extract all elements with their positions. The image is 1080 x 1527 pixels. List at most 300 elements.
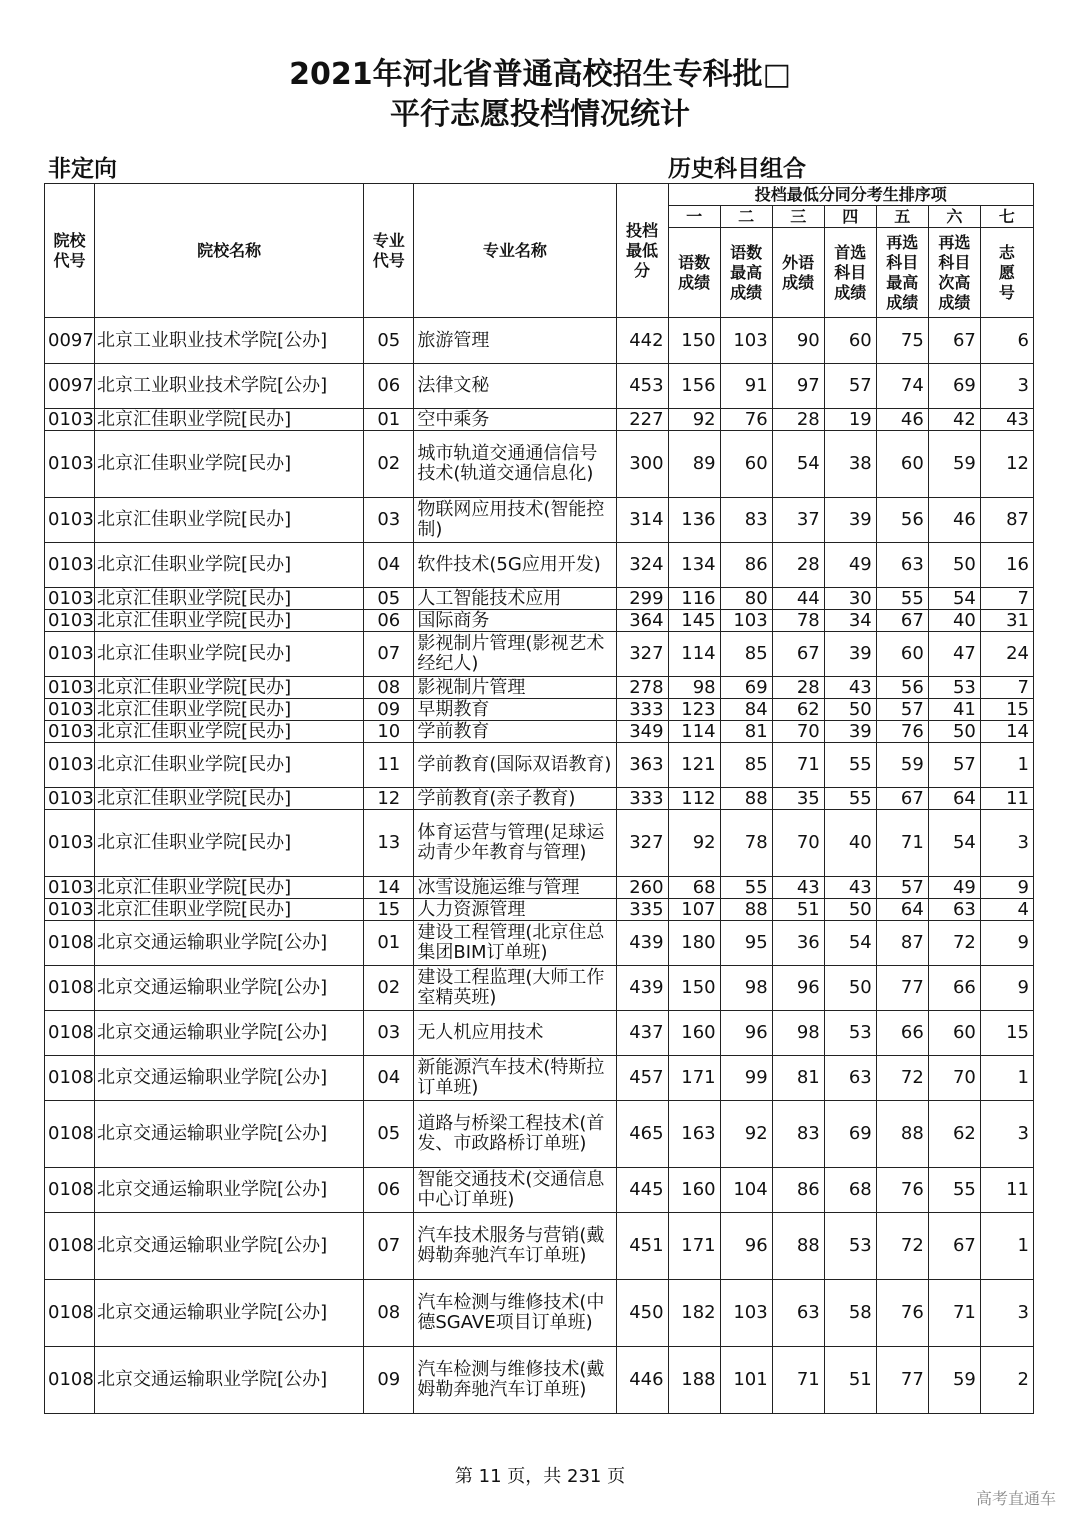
score-2-cell: 104 [720, 1168, 772, 1213]
header-num-3: 三 [772, 206, 824, 228]
school-code-cell: 0103 [45, 632, 95, 677]
major-name-cell: 软件技术(5G应用开发) [414, 543, 616, 588]
major-code-cell: 04 [364, 543, 414, 588]
score-2-cell: 103 [720, 318, 772, 364]
score-2-cell: 103 [720, 610, 772, 632]
score-2-cell: 92 [720, 1101, 772, 1168]
score-1-cell: 182 [668, 1280, 720, 1347]
score-4-cell: 55 [824, 743, 876, 788]
score-6-cell: 54 [928, 588, 980, 610]
school-name-cell: 北京汇佳职业学院[民办] [95, 721, 364, 743]
score-2-cell: 95 [720, 921, 772, 966]
score-4-cell: 43 [824, 677, 876, 699]
header-tiebreak-title: 投档最低分同分考生排序项 [668, 184, 1033, 206]
min-score-cell: 451 [616, 1213, 668, 1280]
score-4-cell: 49 [824, 543, 876, 588]
school-code-cell: 0108 [45, 921, 95, 966]
major-name-cell: 体育运营与管理(足球运动青少年教育与管理) [414, 810, 616, 877]
school-name-cell: 北京汇佳职业学院[民办] [95, 632, 364, 677]
school-code-cell: 0108 [45, 1213, 95, 1280]
score-3-cell: 86 [772, 1168, 824, 1213]
score-5-cell: 67 [876, 610, 928, 632]
min-score-cell: 278 [616, 677, 668, 699]
major-code-cell: 14 [364, 877, 414, 899]
volunteer-number-cell: 43 [980, 409, 1033, 431]
score-1-cell: 160 [668, 1011, 720, 1056]
score-5-cell: 57 [876, 877, 928, 899]
score-1-cell: 116 [668, 588, 720, 610]
major-name-cell: 影视制片管理(影视艺术经纪人) [414, 632, 616, 677]
major-code-cell: 01 [364, 921, 414, 966]
score-4-cell: 68 [824, 1168, 876, 1213]
score-6-cell: 71 [928, 1280, 980, 1347]
major-name-cell: 国际商务 [414, 610, 616, 632]
volunteer-number-cell: 7 [980, 588, 1033, 610]
min-score-cell: 457 [616, 1056, 668, 1101]
school-code-cell: 0103 [45, 699, 95, 721]
table-row [45, 409, 1034, 431]
volunteer-number-cell: 9 [980, 877, 1033, 899]
score-3-cell: 28 [772, 677, 824, 699]
score-5-cell: 64 [876, 899, 928, 921]
major-name-cell: 无人机应用技术 [414, 1011, 616, 1056]
school-name-cell: 北京汇佳职业学院[民办] [95, 899, 364, 921]
score-5-cell: 63 [876, 543, 928, 588]
school-name-cell: 北京交通运输职业学院[公办] [95, 1011, 364, 1056]
score-6-cell: 67 [928, 318, 980, 364]
score-6-cell: 70 [928, 1056, 980, 1101]
major-name-cell: 道路与桥梁工程技术(首发、市政路桥订单班) [414, 1101, 616, 1168]
table-row [45, 810, 1034, 877]
score-4-cell: 69 [824, 1101, 876, 1168]
major-code-cell: 06 [364, 1168, 414, 1213]
major-name-cell: 汽车检测与维修技术(中德SGAVE项目订单班) [414, 1280, 616, 1347]
volunteer-number-cell: 4 [980, 899, 1033, 921]
score-4-cell: 39 [824, 498, 876, 543]
volunteer-number-cell: 24 [980, 632, 1033, 677]
score-6-cell: 47 [928, 632, 980, 677]
score-4-cell: 60 [824, 318, 876, 364]
table-row [45, 677, 1034, 699]
score-3-cell: 98 [772, 1011, 824, 1056]
header-school-name: 院校名称 [95, 184, 364, 318]
score-1-cell: 107 [668, 899, 720, 921]
table-row [45, 699, 1034, 721]
score-3-cell: 28 [772, 409, 824, 431]
header-num-2: 二 [720, 206, 772, 228]
header-sub-1: 语数成绩 [668, 228, 720, 318]
score-5-cell: 87 [876, 921, 928, 966]
school-name-cell: 北京汇佳职业学院[民办] [95, 743, 364, 788]
page-footer: 第 11 页，共 231 页 [454, 1466, 626, 1487]
volunteer-number-cell: 14 [980, 721, 1033, 743]
major-code-cell: 03 [364, 498, 414, 543]
major-name-cell: 影视制片管理 [414, 677, 616, 699]
school-name-cell: 北京汇佳职业学院[民办] [95, 677, 364, 699]
school-name-cell: 北京交通运输职业学院[公办] [95, 1056, 364, 1101]
score-3-cell: 54 [772, 431, 824, 498]
min-score-cell: 335 [616, 899, 668, 921]
score-5-cell: 56 [876, 677, 928, 699]
score-4-cell: 19 [824, 409, 876, 431]
score-4-cell: 57 [824, 364, 876, 409]
score-5-cell: 72 [876, 1056, 928, 1101]
school-code-cell: 0108 [45, 1347, 95, 1414]
major-code-cell: 07 [364, 1213, 414, 1280]
score-3-cell: 81 [772, 1056, 824, 1101]
major-name-cell: 人力资源管理 [414, 899, 616, 921]
score-6-cell: 66 [928, 966, 980, 1011]
volunteer-number-cell: 3 [980, 1101, 1033, 1168]
score-2-cell: 55 [720, 877, 772, 899]
subject-combination-label: 历史科目组合 [668, 156, 806, 182]
category-label: 非定向 [48, 156, 117, 182]
table-row [45, 543, 1034, 588]
table-row [45, 721, 1034, 743]
table-row [45, 1101, 1034, 1168]
volunteer-number-cell: 31 [980, 610, 1033, 632]
score-5-cell: 59 [876, 743, 928, 788]
score-5-cell: 56 [876, 498, 928, 543]
major-name-cell: 建设工程监理(大师工作室精英班) [414, 966, 616, 1011]
score-1-cell: 171 [668, 1213, 720, 1280]
score-5-cell: 76 [876, 1280, 928, 1347]
major-code-cell: 08 [364, 1280, 414, 1347]
score-3-cell: 44 [772, 588, 824, 610]
score-2-cell: 78 [720, 810, 772, 877]
score-6-cell: 50 [928, 721, 980, 743]
volunteer-number-cell: 7 [980, 677, 1033, 699]
major-code-cell: 02 [364, 431, 414, 498]
school-code-cell: 0097 [45, 318, 95, 364]
school-name-cell: 北京汇佳职业学院[民办] [95, 877, 364, 899]
score-5-cell: 67 [876, 788, 928, 810]
school-code-cell: 0103 [45, 588, 95, 610]
watermark: 高考直通车 [975, 1489, 1056, 1508]
school-name-cell: 北京交通运输职业学院[公办] [95, 1280, 364, 1347]
school-code-cell: 0103 [45, 810, 95, 877]
major-code-cell: 05 [364, 318, 414, 364]
volunteer-number-cell: 3 [980, 1280, 1033, 1347]
score-6-cell: 40 [928, 610, 980, 632]
min-score-cell: 227 [616, 409, 668, 431]
score-4-cell: 30 [824, 588, 876, 610]
major-code-cell: 03 [364, 1011, 414, 1056]
school-name-cell: 北京交通运输职业学院[公办] [95, 966, 364, 1011]
score-1-cell: 112 [668, 788, 720, 810]
min-score-cell: 439 [616, 921, 668, 966]
min-score-cell: 465 [616, 1101, 668, 1168]
score-1-cell: 145 [668, 610, 720, 632]
header-sub-4: 首选科目成绩 [824, 228, 876, 318]
major-name-cell: 新能源汽车技术(特斯拉订单班) [414, 1056, 616, 1101]
score-3-cell: 35 [772, 788, 824, 810]
table-row [45, 364, 1034, 409]
header-num-5: 五 [876, 206, 928, 228]
score-2-cell: 91 [720, 364, 772, 409]
score-1-cell: 92 [668, 810, 720, 877]
school-name-cell: 北京交通运输职业学院[公办] [95, 921, 364, 966]
score-6-cell: 41 [928, 699, 980, 721]
school-code-cell: 0103 [45, 498, 95, 543]
score-6-cell: 49 [928, 877, 980, 899]
major-name-cell: 智能交通技术(交通信息中心订单班) [414, 1168, 616, 1213]
table-row [45, 921, 1034, 966]
major-code-cell: 10 [364, 721, 414, 743]
major-code-cell: 06 [364, 610, 414, 632]
school-code-cell: 0103 [45, 543, 95, 588]
table-row [45, 1347, 1034, 1414]
school-name-cell: 北京交通运输职业学院[公办] [95, 1101, 364, 1168]
min-score-cell: 445 [616, 1168, 668, 1213]
score-6-cell: 46 [928, 498, 980, 543]
school-name-cell: 北京交通运输职业学院[公办] [95, 1168, 364, 1213]
school-code-cell: 0108 [45, 1011, 95, 1056]
header-min-score: 投档最低分 [616, 184, 668, 318]
admission-table [44, 183, 1034, 1414]
volunteer-number-cell: 9 [980, 966, 1033, 1011]
score-4-cell: 50 [824, 966, 876, 1011]
major-code-cell: 04 [364, 1056, 414, 1101]
table-row [45, 1168, 1034, 1213]
major-name-cell: 学前教育(国际双语教育) [414, 743, 616, 788]
school-code-cell: 0097 [45, 364, 95, 409]
score-5-cell: 66 [876, 1011, 928, 1056]
table-body [45, 318, 1034, 1414]
school-name-cell: 北京工业职业技术学院[公办] [95, 318, 364, 364]
school-name-cell: 北京汇佳职业学院[民办] [95, 543, 364, 588]
score-6-cell: 59 [928, 1347, 980, 1414]
score-5-cell: 46 [876, 409, 928, 431]
score-4-cell: 43 [824, 877, 876, 899]
volunteer-number-cell: 11 [980, 1168, 1033, 1213]
score-2-cell: 69 [720, 677, 772, 699]
score-3-cell: 51 [772, 899, 824, 921]
score-6-cell: 72 [928, 921, 980, 966]
min-score-cell: 324 [616, 543, 668, 588]
header-num-4: 四 [824, 206, 876, 228]
score-2-cell: 84 [720, 699, 772, 721]
score-1-cell: 98 [668, 677, 720, 699]
score-4-cell: 50 [824, 699, 876, 721]
min-score-cell: 327 [616, 810, 668, 877]
score-3-cell: 43 [772, 877, 824, 899]
score-4-cell: 58 [824, 1280, 876, 1347]
score-3-cell: 71 [772, 743, 824, 788]
score-5-cell: 75 [876, 318, 928, 364]
table-row [45, 1213, 1034, 1280]
score-1-cell: 163 [668, 1101, 720, 1168]
score-3-cell: 36 [772, 921, 824, 966]
school-code-cell: 0103 [45, 409, 95, 431]
volunteer-number-cell: 3 [980, 810, 1033, 877]
header-sub-6: 再选科目次高成绩 [928, 228, 980, 318]
major-name-cell: 旅游管理 [414, 318, 616, 364]
score-4-cell: 51 [824, 1347, 876, 1414]
min-score-cell: 260 [616, 877, 668, 899]
score-5-cell: 76 [876, 1168, 928, 1213]
min-score-cell: 439 [616, 966, 668, 1011]
major-code-cell: 01 [364, 409, 414, 431]
major-name-cell: 人工智能技术应用 [414, 588, 616, 610]
school-code-cell: 0103 [45, 610, 95, 632]
table-row [45, 788, 1034, 810]
score-1-cell: 68 [668, 877, 720, 899]
major-code-cell: 02 [364, 966, 414, 1011]
score-2-cell: 96 [720, 1213, 772, 1280]
score-4-cell: 55 [824, 788, 876, 810]
score-3-cell: 90 [772, 318, 824, 364]
score-3-cell: 67 [772, 632, 824, 677]
major-name-cell: 早期教育 [414, 699, 616, 721]
school-code-cell: 0103 [45, 721, 95, 743]
score-5-cell: 71 [876, 810, 928, 877]
table-row [45, 743, 1034, 788]
volunteer-number-cell: 1 [980, 1056, 1033, 1101]
score-3-cell: 88 [772, 1213, 824, 1280]
score-2-cell: 88 [720, 788, 772, 810]
table-header [45, 184, 1034, 318]
volunteer-number-cell: 6 [980, 318, 1033, 364]
school-code-cell: 0103 [45, 877, 95, 899]
score-4-cell: 53 [824, 1213, 876, 1280]
volunteer-number-cell: 15 [980, 699, 1033, 721]
header-sub-5: 再选科目最高成绩 [876, 228, 928, 318]
score-2-cell: 88 [720, 899, 772, 921]
score-4-cell: 53 [824, 1011, 876, 1056]
score-1-cell: 171 [668, 1056, 720, 1101]
header-num-6: 六 [928, 206, 980, 228]
score-6-cell: 42 [928, 409, 980, 431]
table-row [45, 632, 1034, 677]
score-3-cell: 96 [772, 966, 824, 1011]
major-name-cell: 学前教育(亲子教育) [414, 788, 616, 810]
major-code-cell: 15 [364, 899, 414, 921]
school-name-cell: 北京汇佳职业学院[民办] [95, 498, 364, 543]
table-row [45, 1011, 1034, 1056]
score-4-cell: 39 [824, 721, 876, 743]
score-2-cell: 86 [720, 543, 772, 588]
score-2-cell: 101 [720, 1347, 772, 1414]
score-6-cell: 64 [928, 788, 980, 810]
score-4-cell: 63 [824, 1056, 876, 1101]
score-4-cell: 40 [824, 810, 876, 877]
score-3-cell: 70 [772, 721, 824, 743]
table-row [45, 877, 1034, 899]
min-score-cell: 333 [616, 699, 668, 721]
table-row [45, 610, 1034, 632]
score-3-cell: 70 [772, 810, 824, 877]
score-2-cell: 98 [720, 966, 772, 1011]
header-sub-2: 语数最高成绩 [720, 228, 772, 318]
score-2-cell: 76 [720, 409, 772, 431]
school-code-cell: 0108 [45, 1168, 95, 1213]
min-score-cell: 300 [616, 431, 668, 498]
score-1-cell: 89 [668, 431, 720, 498]
major-code-cell: 13 [364, 810, 414, 877]
score-2-cell: 60 [720, 431, 772, 498]
volunteer-number-cell: 12 [980, 431, 1033, 498]
score-3-cell: 78 [772, 610, 824, 632]
score-2-cell: 85 [720, 632, 772, 677]
major-name-cell: 物联网应用技术(智能控制) [414, 498, 616, 543]
score-2-cell: 96 [720, 1011, 772, 1056]
score-5-cell: 88 [876, 1101, 928, 1168]
major-name-cell: 冰雪设施运维与管理 [414, 877, 616, 899]
score-2-cell: 85 [720, 743, 772, 788]
school-code-cell: 0103 [45, 899, 95, 921]
score-6-cell: 59 [928, 431, 980, 498]
table-row [45, 431, 1034, 498]
header-major-name: 专业名称 [414, 184, 616, 318]
score-2-cell: 99 [720, 1056, 772, 1101]
volunteer-number-cell: 1 [980, 743, 1033, 788]
volunteer-number-cell: 1 [980, 1213, 1033, 1280]
volunteer-number-cell: 11 [980, 788, 1033, 810]
school-name-cell: 北京汇佳职业学院[民办] [95, 409, 364, 431]
school-name-cell: 北京工业职业技术学院[公办] [95, 364, 364, 409]
score-3-cell: 37 [772, 498, 824, 543]
document-title-line2: 平行志愿投档情况统计 [390, 97, 690, 132]
major-name-cell: 城市轨道交通通信信号技术(轨道交通信息化) [414, 431, 616, 498]
score-1-cell: 150 [668, 966, 720, 1011]
table-row [45, 318, 1034, 364]
score-5-cell: 76 [876, 721, 928, 743]
score-5-cell: 77 [876, 1347, 928, 1414]
score-5-cell: 60 [876, 632, 928, 677]
volunteer-number-cell: 87 [980, 498, 1033, 543]
score-6-cell: 63 [928, 899, 980, 921]
header-num-1: 一 [668, 206, 720, 228]
major-code-cell: 07 [364, 632, 414, 677]
school-code-cell: 0108 [45, 1280, 95, 1347]
major-code-cell: 08 [364, 677, 414, 699]
min-score-cell: 349 [616, 721, 668, 743]
score-5-cell: 77 [876, 966, 928, 1011]
score-2-cell: 83 [720, 498, 772, 543]
major-code-cell: 09 [364, 1347, 414, 1414]
score-2-cell: 103 [720, 1280, 772, 1347]
score-1-cell: 156 [668, 364, 720, 409]
header-num-7: 七 [980, 206, 1033, 228]
volunteer-number-cell: 3 [980, 364, 1033, 409]
score-1-cell: 188 [668, 1347, 720, 1414]
score-3-cell: 63 [772, 1280, 824, 1347]
major-code-cell: 05 [364, 588, 414, 610]
min-score-cell: 364 [616, 610, 668, 632]
min-score-cell: 446 [616, 1347, 668, 1414]
school-code-cell: 0108 [45, 966, 95, 1011]
score-1-cell: 134 [668, 543, 720, 588]
score-1-cell: 150 [668, 318, 720, 364]
document-title-line1: 2021年河北省普通高校招生专科批□ [289, 57, 791, 92]
major-name-cell: 法律文秘 [414, 364, 616, 409]
score-1-cell: 92 [668, 409, 720, 431]
table-row [45, 1280, 1034, 1347]
score-1-cell: 121 [668, 743, 720, 788]
score-4-cell: 39 [824, 632, 876, 677]
score-1-cell: 123 [668, 699, 720, 721]
score-5-cell: 57 [876, 699, 928, 721]
min-score-cell: 333 [616, 788, 668, 810]
school-name-cell: 北京汇佳职业学院[民办] [95, 810, 364, 877]
score-6-cell: 67 [928, 1213, 980, 1280]
score-5-cell: 72 [876, 1213, 928, 1280]
score-4-cell: 34 [824, 610, 876, 632]
score-5-cell: 55 [876, 588, 928, 610]
major-code-cell: 09 [364, 699, 414, 721]
min-score-cell: 442 [616, 318, 668, 364]
